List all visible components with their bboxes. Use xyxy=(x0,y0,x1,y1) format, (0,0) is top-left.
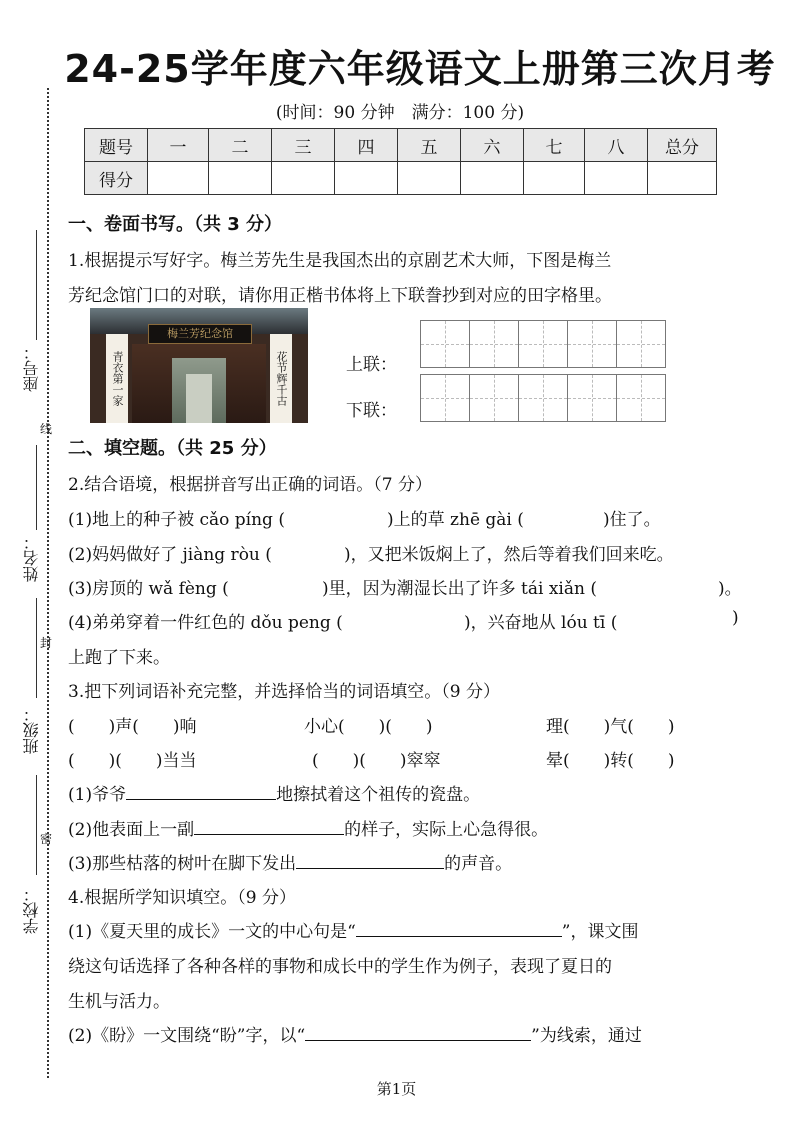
tian-grid-cell[interactable] xyxy=(470,321,519,367)
score-cell[interactable] xyxy=(648,162,717,195)
tian-grid-cell[interactable] xyxy=(568,375,617,421)
q4-l4-prefix: (2)《盼》一文围绕“盼”字，以“ xyxy=(68,1026,306,1046)
q1-text-line1: 1.根据提示写好字。梅兰芳先生是我国杰出的京剧艺术大师，下图是梅兰 xyxy=(68,251,612,271)
score-col-total: 总分 xyxy=(648,129,717,162)
seal-mi: 密 xyxy=(40,832,53,846)
q3-sentence3 xyxy=(68,849,512,874)
q2-line1c: )住了。 xyxy=(603,510,661,530)
q3-s2-suffix: 的样子，实际上心急得很。 xyxy=(344,820,549,840)
q3-s3-suffix: 的声音。 xyxy=(444,854,513,874)
q3-word-2: 小心( )( ) xyxy=(304,717,433,737)
score-table-header-label: 题号 xyxy=(85,129,148,162)
q3-s1-suffix: 地擦拭着这个祖传的瓷盘。 xyxy=(276,785,481,805)
score-col-8: 八 xyxy=(585,129,648,162)
q2-line2a: (2)妈妈做好了 jiàng ròu ( xyxy=(68,545,272,565)
q3-sentence1 xyxy=(68,780,480,805)
q3-word-6: 晕( )转( ) xyxy=(546,751,675,771)
q3-intro: 3.把下列词语补充完整，并选择恰当的词语填空。（9 分） xyxy=(68,682,500,702)
name-label: 姓名： xyxy=(22,534,41,582)
q2-line1a: (1)地上的种子被 cǎo píng ( xyxy=(68,510,285,530)
score-col-4: 四 xyxy=(335,129,398,162)
tian-grid-cell[interactable] xyxy=(470,375,519,421)
score-col-1: 一 xyxy=(148,129,209,162)
q3-s1-prefix: (1)爷爷 xyxy=(68,785,127,805)
q4-line4 xyxy=(68,1021,642,1046)
binding-dotted-line xyxy=(47,88,49,1078)
class-label: 班级： xyxy=(22,706,41,754)
q4-line2: 绕这句话选择了各种各样的事物和成长中的学生作为例子，表现了夏日的 xyxy=(68,957,612,977)
upper-couplet-grid[interactable] xyxy=(420,320,666,368)
q4-intro: 4.根据所学知识填空。（9 分） xyxy=(68,888,296,908)
q4-l1-suffix: ”，课文围 xyxy=(561,922,639,942)
memorial-hall-photo xyxy=(90,308,308,423)
q3-word-5: ( )( )窣窣 xyxy=(312,751,441,771)
q2-line1b: )上的草 zhē gài ( xyxy=(387,510,524,530)
tian-grid-cell[interactable] xyxy=(568,321,617,367)
score-cell[interactable] xyxy=(461,162,524,195)
score-col-6: 六 xyxy=(461,129,524,162)
score-cell[interactable] xyxy=(209,162,272,195)
page-number: 第1页 xyxy=(376,1080,417,1098)
score-table-row-label: 得分 xyxy=(85,162,148,195)
score-cell[interactable] xyxy=(272,162,335,195)
seat-label: 座号： xyxy=(22,344,41,392)
answer-blank[interactable] xyxy=(296,867,444,869)
section1-heading: 一、卷面书写。（共 3 分） xyxy=(68,214,283,235)
score-col-5: 五 xyxy=(398,129,461,162)
school-label: 学校： xyxy=(22,886,41,934)
score-table xyxy=(84,128,717,195)
q2-line3a: (3)房顶的 wǎ fèng ( xyxy=(68,579,229,599)
tian-grid-cell[interactable] xyxy=(519,375,568,421)
score-cell[interactable] xyxy=(524,162,585,195)
photo-plaque: 梅兰芳纪念馆 xyxy=(148,324,252,344)
lower-couplet-grid[interactable] xyxy=(420,374,666,422)
q4-l4-suffix: ”为线索，通过 xyxy=(531,1026,642,1046)
score-cell[interactable] xyxy=(585,162,648,195)
answer-blank[interactable] xyxy=(305,1039,531,1041)
q2-line5: 上跑了下来。 xyxy=(68,648,170,668)
q3-s3-prefix: (3)那些枯落的树叶在脚下发出 xyxy=(68,854,297,874)
q2-line4a: (4)弟弟穿着一件红色的 dǒu peng ( xyxy=(68,613,343,633)
q2-line4b: )，兴奋地从 lóu tī ( xyxy=(464,613,618,633)
exam-title: 24-25学年度六年级语文上册第三次月考 xyxy=(64,47,776,91)
q4-line3: 生机与活力。 xyxy=(68,992,170,1012)
tian-grid-cell[interactable] xyxy=(617,375,665,421)
answer-blank[interactable] xyxy=(126,798,276,800)
q2-line3c: )。 xyxy=(718,579,742,599)
couplet-left: 青衣第一家 xyxy=(106,334,128,423)
answer-blank[interactable] xyxy=(194,833,344,835)
score-col-2: 二 xyxy=(209,129,272,162)
q2-intro: 2.结合语境，根据拼音写出正确的词语。（7 分） xyxy=(68,475,432,495)
seal-xian: 线 xyxy=(40,422,53,436)
score-table-header-row xyxy=(85,129,717,162)
name-fill-line xyxy=(36,445,37,530)
q3-word-3: 理( )气( ) xyxy=(546,717,675,737)
score-col-7: 七 xyxy=(524,129,585,162)
q3-word-4: ( )( )当当 xyxy=(68,751,197,771)
q2-line4c: ) xyxy=(732,608,739,628)
section2-heading: 二、填空题。（共 25 分） xyxy=(68,438,277,459)
exam-subtitle: (时间：90 分钟 满分：100 分) xyxy=(275,103,525,123)
q1-text-line2: 芳纪念馆门口的对联，请你用正楷书体将上下联誊抄到对应的田字格里。 xyxy=(68,286,612,306)
tian-grid-cell[interactable] xyxy=(617,321,665,367)
q2-line2b: )，又把米饭焖上了，然后等着我们回来吃。 xyxy=(344,545,674,565)
tian-grid-cell[interactable] xyxy=(519,321,568,367)
score-cell[interactable] xyxy=(148,162,209,195)
score-cell[interactable] xyxy=(335,162,398,195)
photo-doorway-inner xyxy=(186,374,212,423)
upper-couplet-label: 上联： xyxy=(346,355,397,375)
score-col-3: 三 xyxy=(272,129,335,162)
q3-s2-prefix: (2)他表面上一副 xyxy=(68,820,195,840)
q4-line1 xyxy=(68,917,638,942)
q4-l1-prefix: (1)《夏天里的成长》一文的中心句是“ xyxy=(68,922,356,942)
tian-grid-cell[interactable] xyxy=(421,321,470,367)
answer-blank[interactable] xyxy=(356,935,562,937)
class-fill-line xyxy=(36,598,37,698)
tian-grid-cell[interactable] xyxy=(421,375,470,421)
score-cell[interactable] xyxy=(398,162,461,195)
score-table-score-row xyxy=(85,162,717,195)
q3-sentence2 xyxy=(68,815,548,840)
q2-line3b: )里，因为潮湿长出了许多 tái xiǎn ( xyxy=(322,579,597,599)
school-fill-line xyxy=(36,775,37,875)
lower-couplet-label: 下联： xyxy=(346,401,397,421)
seat-fill-line xyxy=(36,230,37,340)
q3-word-1: ( )声( )响 xyxy=(68,717,197,737)
couplet-right: 花节辉千古 xyxy=(270,334,292,423)
seal-feng: 封 xyxy=(40,636,53,650)
